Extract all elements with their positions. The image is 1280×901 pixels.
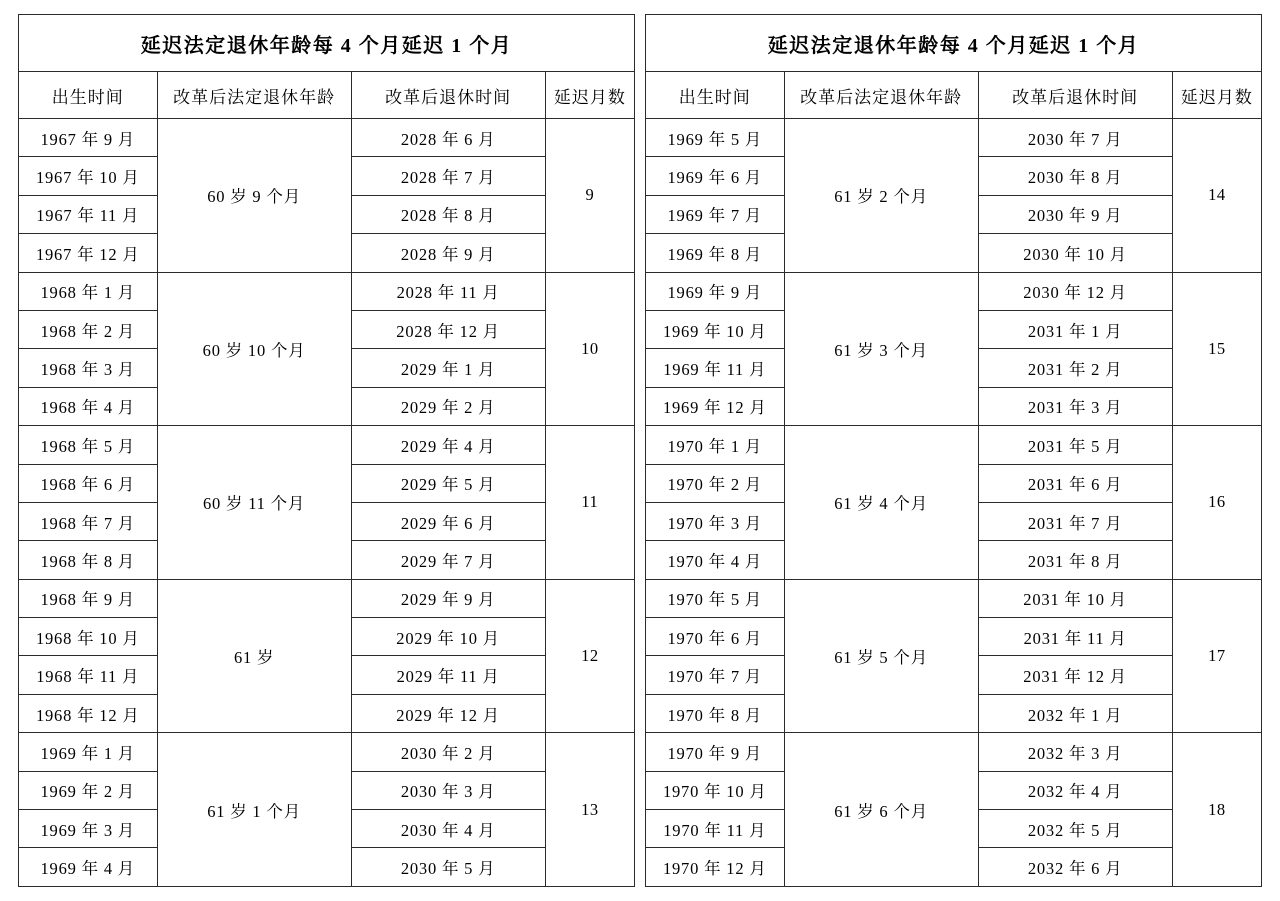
cell-birth-date: 1968 年 1 月 [19, 272, 158, 310]
table-row [19, 426, 635, 464]
cell-birth-date: 1970 年 11 月 [646, 810, 785, 848]
cell-retirement-date: 2030 年 7 月 [978, 119, 1172, 157]
cell-statutory-age: 60 岁 10 个月 [157, 272, 351, 426]
cell-retirement-date: 2029 年 9 月 [351, 579, 545, 617]
table-header-row [19, 72, 635, 119]
cell-retirement-date: 2031 年 5 月 [978, 426, 1172, 464]
cell-birth-date: 1970 年 5 月 [646, 579, 785, 617]
cell-delay-months: 9 [545, 119, 634, 273]
cell-retirement-date: 2031 年 12 月 [978, 656, 1172, 694]
cell-retirement-date: 2028 年 11 月 [351, 272, 545, 310]
cell-birth-date: 1968 年 7 月 [19, 502, 158, 540]
cell-birth-date: 1968 年 6 月 [19, 464, 158, 502]
cell-birth-date: 1970 年 10 月 [646, 771, 785, 809]
cell-delay-months: 15 [1172, 272, 1261, 426]
cell-birth-date: 1967 年 11 月 [19, 195, 158, 233]
table-row [646, 272, 1262, 310]
cell-birth-date: 1967 年 12 月 [19, 234, 158, 272]
column-header-statutory-age: 改革后法定退休年龄 [157, 72, 351, 119]
table-body-left [19, 119, 635, 887]
cell-delay-months: 18 [1172, 733, 1261, 887]
cell-retirement-date: 2028 年 9 月 [351, 234, 545, 272]
cell-birth-date: 1970 年 3 月 [646, 502, 785, 540]
cell-delay-months: 12 [545, 579, 634, 733]
cell-retirement-date: 2031 年 2 月 [978, 349, 1172, 387]
cell-retirement-date: 2031 年 1 月 [978, 310, 1172, 348]
column-header-statutory-age: 改革后法定退休年龄 [784, 72, 978, 119]
cell-birth-date: 1968 年 2 月 [19, 310, 158, 348]
column-header-birth-date: 出生时间 [19, 72, 158, 119]
cell-retirement-date: 2032 年 1 月 [978, 694, 1172, 732]
cell-retirement-date: 2031 年 8 月 [978, 541, 1172, 579]
cell-retirement-date: 2030 年 3 月 [351, 771, 545, 809]
retirement-schedule-tables [18, 14, 1262, 887]
retirement-table-right [645, 14, 1262, 887]
table-title: 延迟法定退休年龄每 4 个月延迟 1 个月 [19, 15, 635, 72]
cell-retirement-date: 2029 年 7 月 [351, 541, 545, 579]
cell-retirement-date: 2032 年 6 月 [978, 848, 1172, 887]
cell-birth-date: 1970 年 12 月 [646, 848, 785, 887]
cell-delay-months: 11 [545, 426, 634, 580]
cell-birth-date: 1969 年 8 月 [646, 234, 785, 272]
cell-statutory-age: 61 岁 3 个月 [784, 272, 978, 426]
table-row [19, 272, 635, 310]
cell-retirement-date: 2028 年 6 月 [351, 119, 545, 157]
cell-retirement-date: 2032 年 3 月 [978, 733, 1172, 771]
cell-delay-months: 13 [545, 733, 634, 887]
cell-birth-date: 1969 年 10 月 [646, 310, 785, 348]
cell-birth-date: 1968 年 9 月 [19, 579, 158, 617]
cell-birth-date: 1968 年 10 月 [19, 618, 158, 656]
cell-birth-date: 1970 年 1 月 [646, 426, 785, 464]
cell-delay-months: 17 [1172, 579, 1261, 733]
cell-birth-date: 1969 年 4 月 [19, 848, 158, 887]
cell-birth-date: 1969 年 7 月 [646, 195, 785, 233]
column-header-retirement-date: 改革后退休时间 [978, 72, 1172, 119]
cell-birth-date: 1968 年 8 月 [19, 541, 158, 579]
cell-retirement-date: 2029 年 2 月 [351, 387, 545, 425]
cell-retirement-date: 2028 年 8 月 [351, 195, 545, 233]
cell-retirement-date: 2030 年 5 月 [351, 848, 545, 887]
cell-birth-date: 1970 年 7 月 [646, 656, 785, 694]
table-row [19, 733, 635, 771]
cell-retirement-date: 2030 年 12 月 [978, 272, 1172, 310]
cell-delay-months: 16 [1172, 426, 1261, 580]
cell-retirement-date: 2029 年 4 月 [351, 426, 545, 464]
cell-retirement-date: 2031 年 10 月 [978, 579, 1172, 617]
cell-retirement-date: 2031 年 6 月 [978, 464, 1172, 502]
cell-retirement-date: 2029 年 12 月 [351, 694, 545, 732]
cell-birth-date: 1969 年 6 月 [646, 157, 785, 195]
column-header-delay-months: 延迟月数 [1172, 72, 1261, 119]
table-body-right [646, 119, 1262, 887]
left-table-container [18, 14, 635, 887]
table-row [19, 579, 635, 617]
table-divider-gap [635, 14, 645, 887]
cell-birth-date: 1969 年 11 月 [646, 349, 785, 387]
cell-birth-date: 1969 年 5 月 [646, 119, 785, 157]
table-row [19, 119, 635, 157]
cell-retirement-date: 2031 年 11 月 [978, 618, 1172, 656]
table-header-row [646, 72, 1262, 119]
cell-statutory-age: 61 岁 2 个月 [784, 119, 978, 273]
cell-birth-date: 1967 年 10 月 [19, 157, 158, 195]
table-row [646, 733, 1262, 771]
cell-birth-date: 1967 年 9 月 [19, 119, 158, 157]
cell-birth-date: 1968 年 5 月 [19, 426, 158, 464]
cell-delay-months: 10 [545, 272, 634, 426]
cell-birth-date: 1968 年 12 月 [19, 694, 158, 732]
cell-birth-date: 1969 年 9 月 [646, 272, 785, 310]
cell-retirement-date: 2029 年 10 月 [351, 618, 545, 656]
cell-retirement-date: 2029 年 11 月 [351, 656, 545, 694]
cell-birth-date: 1968 年 4 月 [19, 387, 158, 425]
cell-retirement-date: 2030 年 9 月 [978, 195, 1172, 233]
table-row [646, 579, 1262, 617]
retirement-table-left [18, 14, 635, 887]
cell-statutory-age: 61 岁 1 个月 [157, 733, 351, 887]
cell-birth-date: 1970 年 2 月 [646, 464, 785, 502]
cell-birth-date: 1970 年 4 月 [646, 541, 785, 579]
cell-retirement-date: 2030 年 2 月 [351, 733, 545, 771]
cell-delay-months: 14 [1172, 119, 1261, 273]
cell-retirement-date: 2029 年 5 月 [351, 464, 545, 502]
cell-statutory-age: 61 岁 5 个月 [784, 579, 978, 733]
cell-birth-date: 1968 年 11 月 [19, 656, 158, 694]
column-header-delay-months: 延迟月数 [545, 72, 634, 119]
cell-retirement-date: 2030 年 8 月 [978, 157, 1172, 195]
cell-retirement-date: 2029 年 1 月 [351, 349, 545, 387]
cell-statutory-age: 60 岁 9 个月 [157, 119, 351, 273]
cell-retirement-date: 2030 年 4 月 [351, 810, 545, 848]
cell-birth-date: 1969 年 12 月 [646, 387, 785, 425]
cell-birth-date: 1969 年 3 月 [19, 810, 158, 848]
table-row [646, 119, 1262, 157]
cell-birth-date: 1970 年 8 月 [646, 694, 785, 732]
cell-statutory-age: 61 岁 4 个月 [784, 426, 978, 580]
right-table-container [645, 14, 1262, 887]
column-header-retirement-date: 改革后退休时间 [351, 72, 545, 119]
cell-retirement-date: 2028 年 12 月 [351, 310, 545, 348]
column-header-birth-date: 出生时间 [646, 72, 785, 119]
cell-birth-date: 1969 年 1 月 [19, 733, 158, 771]
cell-statutory-age: 60 岁 11 个月 [157, 426, 351, 580]
table-title-row [646, 15, 1262, 72]
cell-statutory-age: 61 岁 6 个月 [784, 733, 978, 887]
cell-retirement-date: 2032 年 4 月 [978, 771, 1172, 809]
cell-retirement-date: 2031 年 3 月 [978, 387, 1172, 425]
table-title-row [19, 15, 635, 72]
cell-birth-date: 1969 年 2 月 [19, 771, 158, 809]
table-row [646, 426, 1262, 464]
table-title: 延迟法定退休年龄每 4 个月延迟 1 个月 [646, 15, 1262, 72]
cell-retirement-date: 2032 年 5 月 [978, 810, 1172, 848]
cell-retirement-date: 2031 年 7 月 [978, 502, 1172, 540]
cell-birth-date: 1970 年 9 月 [646, 733, 785, 771]
cell-retirement-date: 2030 年 10 月 [978, 234, 1172, 272]
cell-birth-date: 1968 年 3 月 [19, 349, 158, 387]
cell-statutory-age: 61 岁 [157, 579, 351, 733]
cell-retirement-date: 2029 年 6 月 [351, 502, 545, 540]
cell-retirement-date: 2028 年 7 月 [351, 157, 545, 195]
cell-birth-date: 1970 年 6 月 [646, 618, 785, 656]
